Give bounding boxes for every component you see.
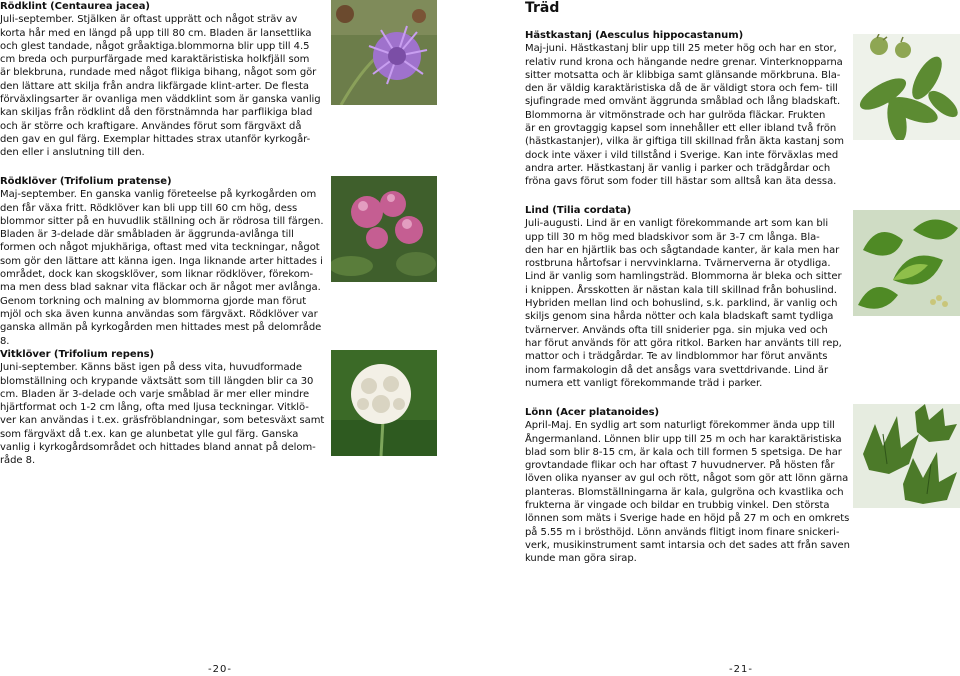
section-heading: Lönn (Acer platanoides)	[525, 407, 659, 418]
section-body: April-Maj. En sydlig art som naturligt förekommer ända upp till Ångermanland. Lönnen blir upp till 25 m och har karaktäristiska blad som blir 8-15 cm, är kala och till formen 5 spetsiga. De har grovtandade flikar och har oftast 7 huvudnerver. På hösten får löven olika nyanser av gul och rött, något som gör att lönn gärna planteras. Blomställningarna är kala, gulgröna och kvastlika och frukterna är vingade och bildar en trubbig vinkel. Den största lönnen som mäts i Sverige hade en höjd på 27 m och en omkrets på 5.55 m i brösthöjd. Lönn används flitigt inom finare snickeri- verk, musikinstrument samt intarsia och det sades att från saven kunde man göra sirap.	[525, 420, 850, 565]
section-rodklover	[0, 175, 330, 348]
section-heading: Rödklöver (Trifolium pratense)	[0, 176, 172, 187]
page-number-right: -21-	[729, 664, 753, 675]
section-body: Maj-september. En ganska vanlig företeelse på kyrkogården om den får växa fritt. Rödklöver kan bli upp till 60 cm hög, dess blommor sitter på en huvudlik ställning och är rödrosa till färgen. Bladen är 3-delade där småbladen är äggrunda-avlånga till formen och något mjukhäriga, oftast med vita teckningar, något som gör den lättare att känna igen. Inga liknande arter hittades i området, dock kan skogsklöver, som liknar rödklöver, förekom- ma men dess blad saknar vita fläckar och är något mer avlånga. Genom torkning och malning av blommorna gjorde man förut mjöl och ska även kunna användas som färgväxt. Rödklöver var ganska allmän på kyrkogården men hittades mest på delområde 8.	[0, 189, 324, 347]
section-hastkastanj	[525, 29, 844, 189]
section-lind	[525, 204, 842, 390]
section-body: Juni-september. Känns bäst igen på dess vita, huvudformade blomställning och krypande växtsätt som till längden blir ca 30 cm. Bladen är 3-delade och varje småblad är mer eller mindre hjärtformat och 1-2 cm lång, ofta med ljusa teckningar. Vitklö- ver kan användas i t.ex. gräsfröblandningar, som betesväxt samt som färgväxt då t.ex. kan ge alunbetat ylle gul färg. Ganska vanlig i kyrkogårdsområdet och hittades bland annat på delom- råde 8.	[0, 362, 325, 467]
section-body: Maj-juni. Hästkastanj blir upp till 25 meter hög och har en stor, relativ rund krona och hängande nedre grenar. Vinterknopparna sitter motsatta och är klibbiga samt glänsande mörkbruna. Bla- den är väldig karaktäristiska då de är väldigt stora och fem- till sjufingrade med omvänt äggrunda småblad och lång bladskaft. Blommorna är vitmönstrade och har gulröda fläckar. Frukten är en grovtaggig kapsel som innehåller ett eller ibland två frön (hästkastanjer), vilka är giftiga till skillnad från äkta kastanj som dock inte växer i vild tillstånd i Sverige. Kan inte förväxlas med andra arter. Hästkastanj är vanlig i parker och trädgårdar och fröna gavs förut som foder till hästar som alltså kan äta dessa.	[525, 43, 844, 188]
section-heading: Hästkastanj (Aesculus hippocastanum)	[525, 30, 744, 41]
trifolium-pratense-photo	[331, 176, 437, 282]
trifolium-repens-photo	[331, 350, 437, 456]
acer-photo	[853, 404, 960, 508]
tilia-photo	[853, 210, 960, 316]
section-heading: Vitklöver (Trifolium repens)	[0, 349, 155, 360]
section-heading: Lind (Tilia cordata)	[525, 205, 632, 216]
section-rodklint	[0, 0, 321, 160]
chapter-title: Träd	[525, 0, 560, 16]
centaurea-jacea-photo	[331, 0, 437, 105]
section-lonn	[525, 406, 850, 566]
section-vitklover	[0, 348, 324, 468]
section-body: Juli-september. Stjälken är oftast upprätt och något sträv av korta hår med en längd på upp till 80 cm. Bladen är lansettlika och glest tandade, något gråaktiga.blommorna blir upp till 4.5 cm breda och purpurfärgade med karaktäristiska holkfjäll som är blekbruna, rundade med något flikiga bihang, något som gör den lättare att skilja från andra likfärgade klint-arter. De flesta förväxlingsarter är ovanliga men väddklint som är ganska vanlig kan skiljas från rödklint då den förstnämnda har parflikiga blad och är större och kraftigare. Användes förut som färgväxt då den gav en gul färg. Exemplar hittades strax utanför kyrkogår- den eller i anslutning till den.	[0, 14, 321, 159]
page-number-left: -20-	[208, 664, 232, 675]
section-heading: Rödklint (Centaurea jacea)	[0, 1, 150, 12]
section-body: Juli-augusti. Lind är en vanligt förekommande art som kan bli upp till 30 m hög med bladskivor som är 3-7 cm långa. Bla- den har en hjärtlik bas och sågtandade kanter, är kala men har rostbruna hårtofsar i nervvinklarna. Tvärnerverna är otydliga. Lind är vanlig som hamlingsträd. Blommorna är bleka och sitter i knippen. Årsskotten är nästan kala till skillnad från bohuslind. Hybriden mellan lind och bohuslind, s.k. parklind, är vanlig och skiljs genom sina hårda nötter och kala bladskaft samt tydliga tvärnerver. Används ofta till sniderier pga. sin mjuka ved och har förut används för att göra ritkol. Barken har använts till rep, mattor och i trädgårdar. Te av lindblommor har förut använts inom farmakologin då det ansågs vara svettdrivande. Lind är numera ett vanligt förekommande träd i parker.	[525, 218, 842, 389]
aesculus-photo	[853, 34, 960, 140]
